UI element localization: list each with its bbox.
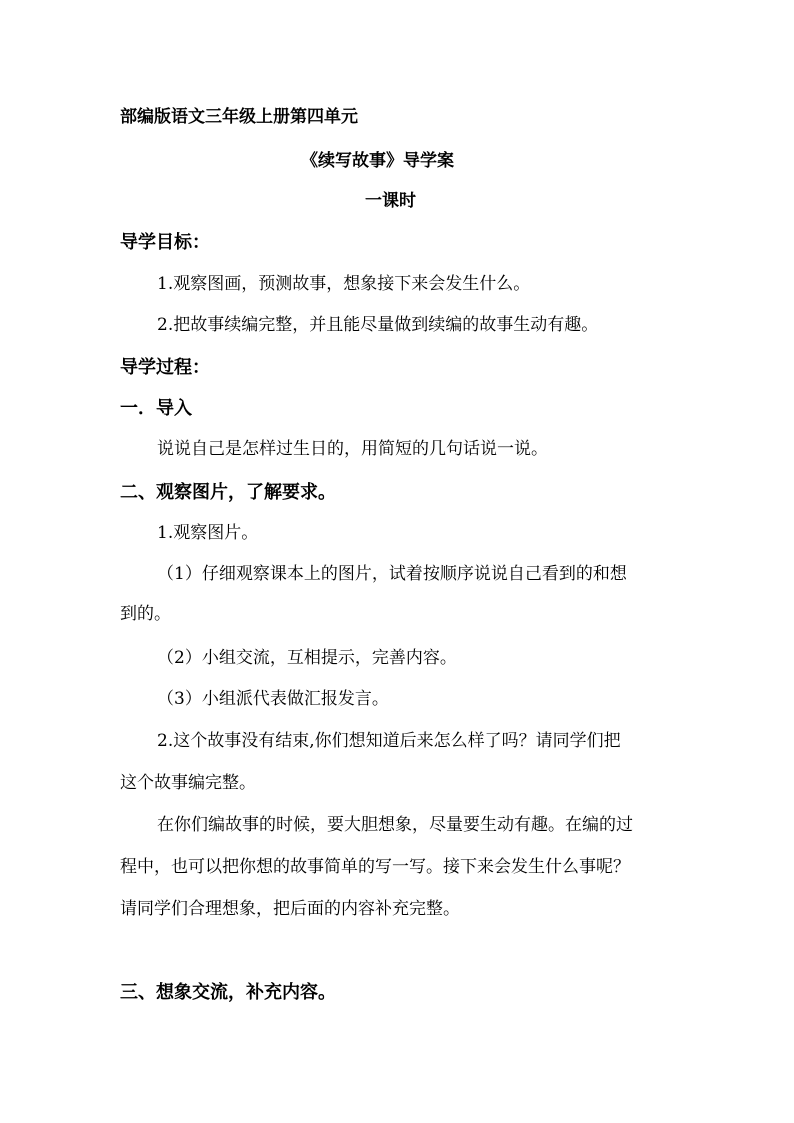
section-2-para-line-3: 请同学们合理想象，把后面的内容补充完整。 bbox=[120, 899, 460, 919]
lesson-period: 一课时 bbox=[365, 191, 416, 211]
section-2-item-2-line-2: 这个故事编完整。 bbox=[120, 773, 256, 793]
goals-heading: 导学目标： bbox=[120, 232, 210, 253]
section-3-heading: 三、想象交流，补充内容。 bbox=[120, 982, 336, 1003]
section-1-heading: 一．导入 bbox=[120, 398, 192, 419]
goal-item-2: 2.把故事续编完整，并且能尽量做到续编的故事生动有趣。 bbox=[157, 315, 599, 335]
section-2-sub-2: （2）小组交流，互相提示，完善内容。 bbox=[157, 648, 457, 668]
section-2-para-line-2: 程中，也可以把你想的故事简单的写一写。接下来会发生什么事呢？ bbox=[120, 857, 630, 877]
section-1-text: 说说自己是怎样过生日的，用简短的几句话说一说。 bbox=[157, 439, 548, 459]
goal-item-1: 1.观察图画，预测故事，想象接下来会发生什么。 bbox=[157, 274, 531, 294]
section-2-item-1: 1.观察图片。 bbox=[157, 523, 259, 543]
document-title: 部编版语文三年级上册第四单元 bbox=[120, 107, 358, 127]
section-2-item-2-line-1: 2.这个故事没有结束,你们想知道后来怎么样了吗？请同学们把 bbox=[157, 731, 621, 751]
section-2-para-line-1: 在你们编故事的时候，要大胆想象，尽量要生动有趣。在编的过 bbox=[157, 815, 633, 835]
section-2-heading: 二、观察图片，了解要求。 bbox=[120, 482, 336, 503]
document-subtitle: 《续写故事》导学案 bbox=[301, 151, 454, 171]
process-heading: 导学过程： bbox=[120, 357, 210, 378]
section-2-sub-3: （3）小组派代表做汇报发言。 bbox=[157, 689, 389, 709]
section-2-sub-1-line-1: （1）仔细观察课本上的图片，试着按顺序说说自己看到的和想 bbox=[157, 564, 627, 584]
section-2-sub-1-line-2: 到的。 bbox=[120, 604, 171, 624]
